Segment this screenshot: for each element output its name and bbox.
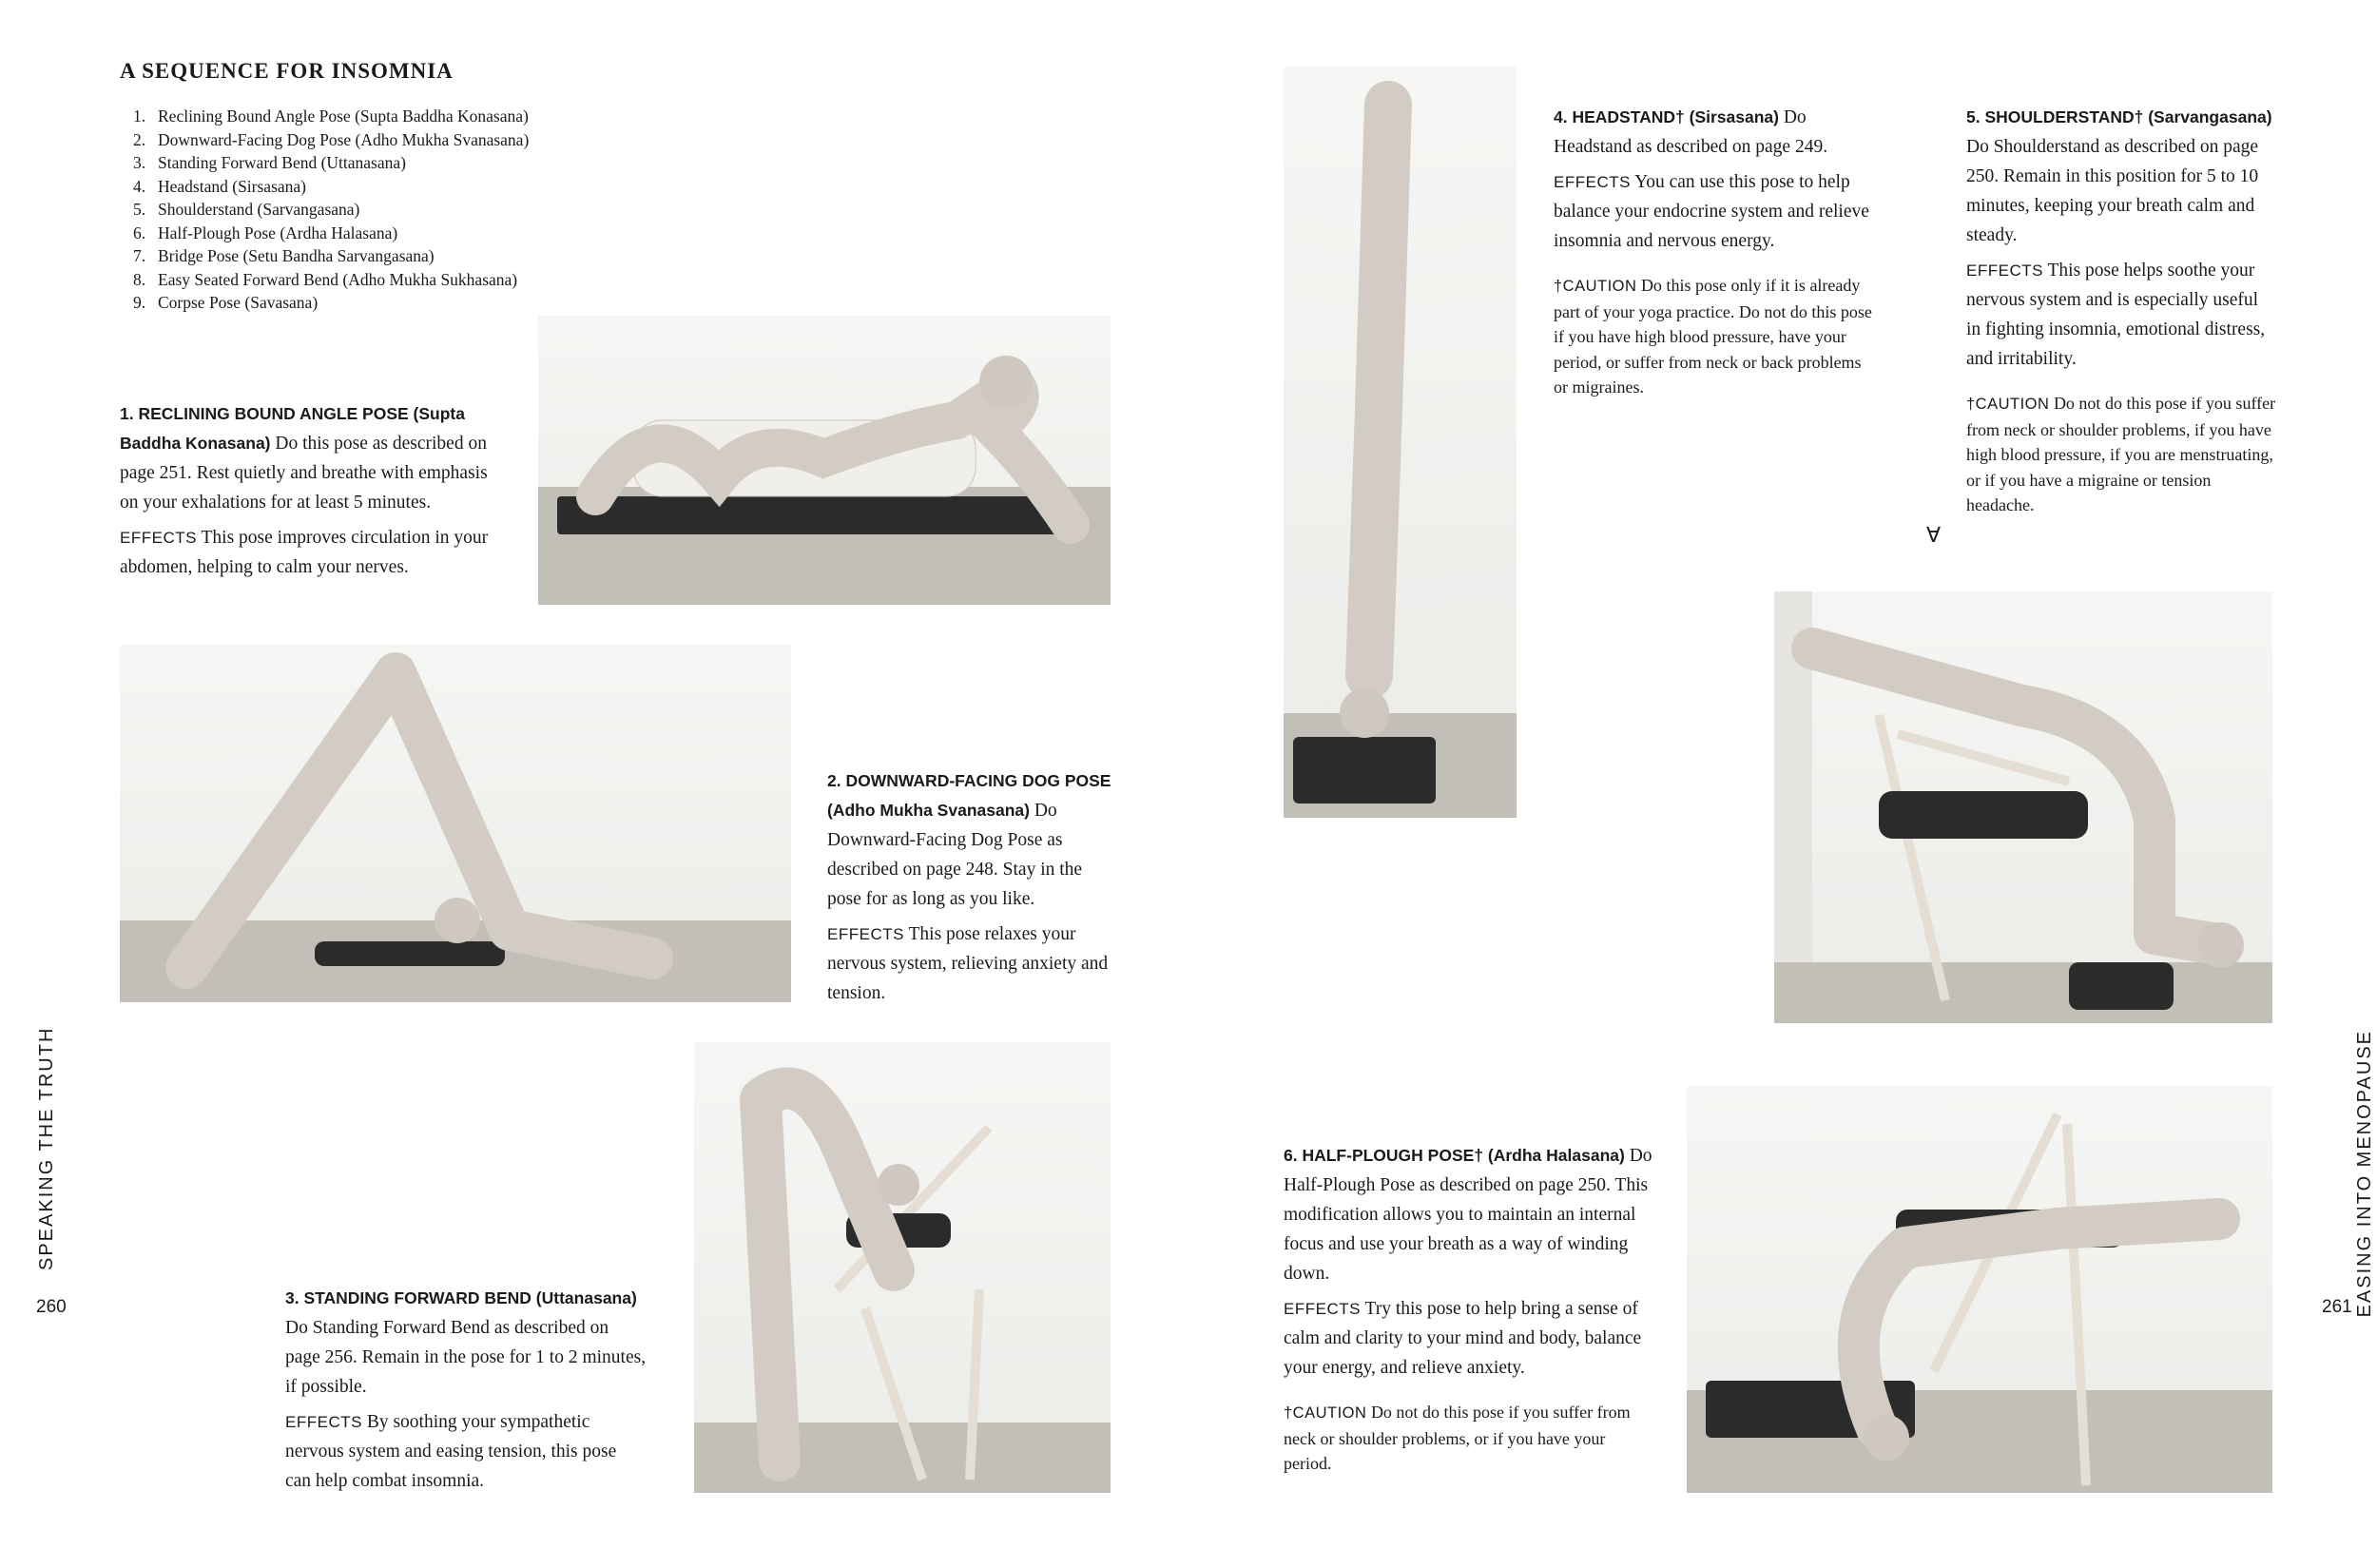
pose-6-caution: Do not do this pose if you suffer from neck or shoulder problems, or if you have your period. (1284, 1403, 1631, 1473)
pose-5-caution-label: †CAUTION (1966, 396, 2050, 413)
margin-arrow-mark: ∀ (1926, 523, 1942, 547)
sequence-item (133, 128, 529, 152)
sequence-item (133, 175, 529, 199)
pose-4-caution-label: †CAUTION (1554, 278, 1637, 295)
pose-2-body: Do Downward-Facing Dog Pose as described on page 248. Stay in the pose for as long as you like. (827, 801, 1083, 909)
pose-5-effects-label: EFFECTS (1966, 261, 2043, 280)
pose-6-caution-label: †CAUTION (1284, 1404, 1367, 1422)
sequence-item-text: Reclining Bound Angle Pose (Supta Baddha Konasana) (158, 106, 529, 126)
pose-1-heading: 1. RECLINING BOUND ANGLE POSE (Supta Baddha Konasana) (120, 404, 465, 453)
photo-standing-forward-bend (694, 1042, 1111, 1493)
sequence-item-number: 1. (133, 106, 146, 126)
sequence-item-text: Easy Seated Forward Bend (Adho Mukha Sukhasana) (158, 269, 518, 289)
pose-5-text (1966, 103, 2276, 524)
pose-2-heading: 2. DOWNWARD-FACING DOG POSE (Adho Mukha Svanasana) (827, 771, 1111, 820)
pose-3-effects-label: EFFECTS (285, 1413, 362, 1431)
sequence-item-text: Headstand (Sirsasana) (158, 176, 306, 196)
pose-6-body: Do Half-Plough Pose as described on page 250. This modification allows you to maintain an internal focus and use your breath as a way of winding down. (1284, 1146, 1652, 1284)
right-running-head: EASING INTO MENOPAUSE (2354, 1030, 2375, 1318)
pose-4-effects-label: EFFECTS (1554, 173, 1631, 191)
pose-1-text (120, 399, 500, 588)
sequence-item-number: 5. (133, 200, 146, 219)
pose-3-effects: By soothing your sympathetic nervous system and easing tension, this pose can help combat insomnia. (285, 1412, 617, 1491)
photo-reclining-bound-angle (538, 316, 1111, 605)
pose-4-text (1554, 103, 1877, 406)
pose-4-effects: You can use this pose to help balance your endocrine system and relieve insomnia and nervous energy. (1554, 172, 1869, 251)
pose-5-body: Do Shoulderstand as described on page 250. Remain in this position for 5 to 10 minutes, keeping your breath calm and steady. (1966, 137, 2259, 245)
sequence-item-number: 2. (133, 129, 146, 149)
pose-6-heading: 6. HALF-PLOUGH POSE† (Ardha Halasana) (1284, 1146, 1625, 1165)
right-page-number: 261 (2322, 1297, 2352, 1317)
sequence-item-number: 4. (133, 176, 146, 196)
sequence-item-text: Shoulderstand (Sarvangasana) (158, 200, 360, 219)
pose-4-body: Do Headstand as described on page 249. (1554, 107, 1828, 157)
sequence-list (133, 105, 529, 315)
pose-4-caution: Do this pose only if it is already part of your yoga practice. Do not do this pose if you have high blood pressure, have your period, or suffer from neck or back problems or migraines. (1554, 276, 1872, 397)
pose-3-body: Do Standing Forward Bend as described on page 256. Remain in the pose for 1 to 2 minutes, if possible. (285, 1318, 647, 1397)
pose-6-effects: Try this pose to help bring a sense of calm and clarity to your mind and body, balance your energy, and relieve anxiety. (1284, 1299, 1642, 1378)
sequence-title: A SEQUENCE FOR INSOMNIA (120, 59, 454, 83)
pose-1-effects-label: EFFECTS (120, 529, 197, 547)
sequence-item-text: Half-Plough Pose (Ardha Halasana) (158, 223, 398, 242)
pose-3-heading: 3. STANDING FORWARD BEND (Uttanasana) (285, 1288, 637, 1307)
sequence-item (133, 291, 529, 315)
sequence-item-number: 6. (133, 223, 146, 242)
sequence-item-number: 9. (133, 293, 146, 312)
sequence-item (133, 198, 529, 222)
sequence-item (133, 222, 529, 245)
sequence-item-text: Downward-Facing Dog Pose (Adho Mukha Svanasana) (158, 129, 530, 149)
pose-1-body: Do this pose as described on page 251. Rest quietly and breathe with emphasis on your exhalations for at least 5 minutes. (120, 434, 488, 513)
photo-half-plough (1687, 1086, 2272, 1493)
pose-6-text (1284, 1141, 1654, 1482)
photo-shoulderstand (1774, 591, 2272, 1023)
left-running-head: SPEAKING THE TRUTH (36, 1026, 57, 1270)
pose-4-heading: 4. HEADSTAND† (Sirsasana) (1554, 107, 1779, 126)
pose-2-text (827, 766, 1112, 1014)
sequence-item-number: 3. (133, 153, 146, 172)
sequence-item (133, 151, 529, 175)
pose-1-effects: This pose improves circulation in your abdomen, helping to calm your nerves. (120, 528, 489, 577)
sequence-item (133, 268, 529, 292)
sequence-item (133, 244, 529, 268)
pose-5-effects: This pose helps soothe your nervous system and is especially useful in fighting insomnia, emotional distress, and irritability. (1966, 261, 2266, 369)
pose-2-effects-label: EFFECTS (827, 925, 904, 943)
sequence-item-text: Corpse Pose (Savasana) (158, 293, 319, 312)
photo-headstand (1284, 67, 1517, 818)
sequence-item-text: Bridge Pose (Setu Bandha Sarvangasana) (158, 246, 435, 265)
pose-2-effects: This pose relaxes your nervous system, relieving anxiety and tension. (827, 924, 1109, 1003)
pose-5-caution: Do not do this pose if you suffer from neck or shoulder problems, if you have high blood pressure, if you are menstruating, or if you have a migraine or tension headache. (1966, 394, 2276, 514)
sequence-item (133, 105, 529, 128)
pose-5-heading: 5. SHOULDERSTAND† (Sarvangasana) (1966, 107, 2272, 126)
pose-3-text (285, 1284, 647, 1501)
left-page-number: 260 (36, 1297, 67, 1317)
photo-downward-dog (120, 645, 791, 1002)
pose-6-effects-label: EFFECTS (1284, 1300, 1361, 1318)
sequence-item-number: 7. (133, 246, 146, 265)
sequence-item-number: 8. (133, 269, 146, 289)
sequence-item-text: Standing Forward Bend (Uttanasana) (158, 153, 406, 172)
